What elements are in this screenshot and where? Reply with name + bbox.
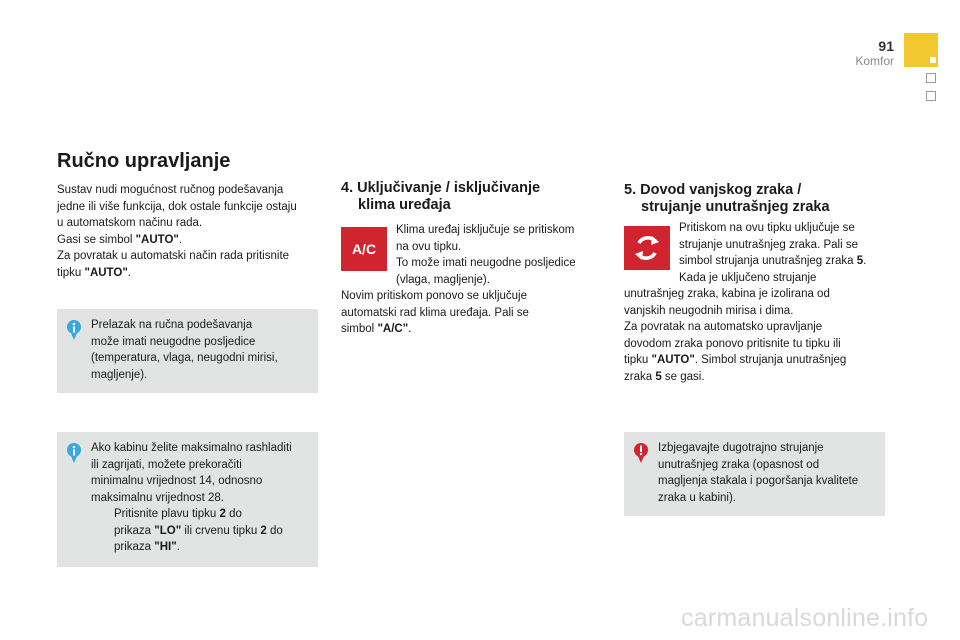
bullet-arrow-icon (91, 506, 114, 523)
section-title-5: 5. Dovod vanjskog zraka / strujanje unutrašnjeg zraka (624, 182, 830, 215)
info-icon (66, 320, 82, 342)
watermark: carmanualsonline.info (681, 604, 929, 632)
info-note-2 (57, 432, 318, 567)
text-line: simbol strujanja unutrašnjeg zraka 5. (679, 255, 867, 267)
text-line: Prelazak na ručna podešavanja (91, 319, 253, 331)
section5-body-2 (624, 286, 894, 385)
text-line: na ovu tipku. (396, 240, 462, 253)
chapter-title: Komfor (855, 54, 894, 68)
section-title-4: 4. Uključivanje / isključivanje klima uređaja (341, 180, 541, 213)
text-line: strujanje unutrašnjeg zraka. Pali se (679, 238, 858, 251)
air-recirculation-icon (630, 231, 664, 265)
text-line: unutrašnjeg zraka, kabina je izolirana od (624, 288, 830, 300)
text-line: Sustav nudi mogućnost ručnog podešavanja (57, 184, 284, 196)
text-line: u automatskom načinu rada. (57, 217, 203, 229)
chapter-tab-marker (930, 57, 936, 63)
info-note-text (91, 440, 310, 556)
text-line: Kada je uključeno strujanje (679, 271, 817, 284)
text-line: Klima uređaj isključuje se pritiskom (396, 224, 575, 236)
text-line: magljenja stakala i pogoršanja kvalitete (658, 475, 859, 487)
text-line: Novim pritiskom ponovo se uključuje (341, 290, 527, 302)
text-line: Za povratak na automatsko upravljanje (624, 321, 823, 333)
text-line: zraka 5 se gasi. (624, 370, 705, 383)
chapter-tab-box (926, 73, 936, 83)
text-line: ili zagrijati, možete prekoračiti (91, 458, 242, 471)
text-line: (temperatura, vlaga, neugodni mirisi, (91, 352, 278, 364)
text-line: Pritiskom na ovu tipku uključuje se (679, 222, 855, 234)
text-line: vanjskih neugodnih mirisa i dima. (624, 304, 794, 317)
section-title-manual: Ručno upravljanje (57, 150, 231, 172)
text-line: Za povratak u automatski način rada pritisnite (57, 250, 290, 262)
text-line: može imati neugodne posljedice (91, 335, 256, 348)
text-line: magljenje). (91, 368, 148, 381)
text-line: jedne ili više funkcija, dok ostale funkcije ostaju (57, 200, 297, 213)
warning-note (624, 432, 885, 516)
warning-icon (633, 443, 649, 465)
info-note-text (91, 317, 310, 383)
text-line: To može imati neugodne posljedice (396, 257, 576, 269)
section4-body (396, 222, 606, 288)
manual-intro (57, 182, 319, 281)
info-note-1 (57, 309, 318, 393)
text-line: minimalnu vrijednost 14, odnosno (91, 475, 263, 487)
page-number: 91 (878, 38, 894, 54)
bullet-item: Pritisnite plavu tipku 2 do (91, 506, 310, 523)
chapter-tab-box (926, 91, 936, 101)
text-line: Ako kabinu želite maksimalno rashladiti (91, 442, 292, 454)
text-line: tipku "AUTO". Simbol strujanja unutrašnjeg (624, 354, 847, 366)
text-line: dovodom zraka ponovo pritisnite tu tipku ili (624, 337, 841, 350)
text-line: prikaza "LO" ili crvenu tipku 2 do (114, 524, 283, 537)
text-line: tipku "AUTO". (57, 266, 131, 279)
text-line: zraka u kabini). (658, 491, 736, 504)
warning-note-text (658, 440, 877, 506)
info-icon (66, 443, 82, 465)
text-line: automatski rad klima uređaja. Pali se (341, 306, 529, 319)
text-line: unutrašnjeg zraka (opasnost od (658, 458, 820, 471)
section5-body (679, 220, 899, 286)
text-line: Izbjegavajte dugotrajno strujanje (658, 442, 824, 454)
ac-button-icon: A/C (341, 227, 387, 271)
recirculation-button (624, 226, 670, 270)
text-line: simbol "A/C". (341, 323, 412, 335)
text-line: maksimalnu vrijednost 28. (91, 491, 224, 504)
text-line: Gasi se simbol "AUTO". (57, 233, 183, 246)
text-line: prikaza "HI". (114, 541, 180, 553)
section4-body-2 (341, 288, 601, 338)
text-line: (vlaga, magljenje). (396, 273, 490, 286)
